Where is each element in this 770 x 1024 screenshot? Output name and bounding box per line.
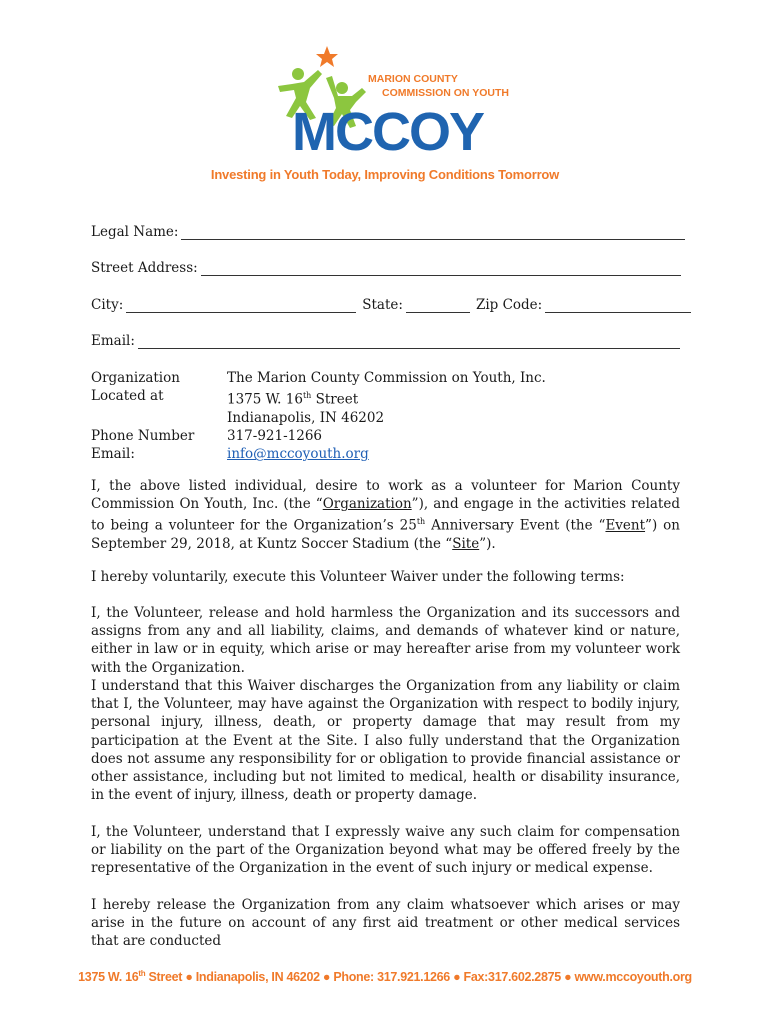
org-city: Indianapolis, IN 46202 [227,409,385,426]
state-label: State: [362,297,403,313]
located-label: Located at [91,388,164,405]
organization-term: Organization [322,496,412,513]
org-street: 1375 W. 16th Street [227,391,359,408]
paragraph-compensation: I, the Volunteer, understand that I expressly waive any such claim for compensation or liability on the part of the Organization beyond what may be offered freely by the representative of the Organization in the event of such injury or medical expense. [91,824,680,877]
paragraph-waiver: I understand that this Waiver discharges the Organization from any liability or claim that I, the Volunteer, may have against the Organization with respect to bodily injury, personal injury, illness, death, or property damage that may result from my participation at the Event at the Site. I also fully understand that the Organization does not assume any responsibility for or obligation to provide financial assistance or other assistance, including but not limited to medical, health or disability insurance, in the event of injury, illness, death or property damage. [91,678,680,804]
paragraph-terms: I hereby voluntarily, execute this Volunteer Waiver under the following terms: [91,569,625,585]
street-address-field[interactable] [201,262,681,276]
wordmark: MCCOY [292,102,483,160]
email-row [91,333,680,349]
footer-address: 1375 W. 16th Street ● Indianapolis, IN 46202 ● Phone: 317.921.1266 ● Fax:317.602.2875 ● www.mccoyouth.org [78,969,692,985]
org-line-2: COMMISSION ON YOUTH [382,87,509,99]
city-label: City: [91,297,124,313]
zip-label: Zip Code: [475,297,543,313]
street-address-row [91,260,681,276]
paragraph-release: I, the Volunteer, release and hold harmless the Organization and its successors and assigns from any and all liability, claims, and demands of whatever kind or nature, either in law or in equity, which arise or may hereafter arise from my volunteer work with the Organization. [91,605,680,676]
phone-label: Phone Number [91,428,195,445]
org-line-1: MARION COUNTY [368,73,458,85]
organization-contact [91,369,546,464]
contact-email-label: Email: [91,446,135,463]
city-state-zip-row [91,297,691,313]
mccoy-logo [270,40,510,160]
city-field[interactable] [126,299,356,313]
site-term: Site [452,536,480,553]
star-icon [316,46,338,67]
state-field[interactable] [406,299,470,313]
legal-name-row [91,224,685,240]
email-label: Email: [91,333,135,349]
tagline: Investing in Youth Today, Improving Conditions Tomorrow [210,167,560,182]
org-name: The Marion County Commission on Youth, Inc. [227,370,546,386]
org-email-link[interactable]: info@mccoyouth.org [227,446,369,463]
street-address-label: Street Address: [91,260,198,276]
email-field[interactable] [138,335,680,349]
org-phone: 317-921-1266 [227,428,323,445]
org-label: Organization [91,370,180,386]
paragraph-intro: I, the above listed individual, desire to work as a volunteer for Marion County Commission On Youth, Inc. (the “Organization”), and engage in the activities related to being a volunteer for the Organization’s 25th Anniversary Event (the “Event”) on September 29, 2018, at Kuntz Soccer Stadium (the “Site”). [91,478,680,553]
legal-name-label: Legal Name: [91,224,179,240]
zip-field[interactable] [545,299,691,313]
legal-name-field[interactable] [181,226,685,240]
paragraph-medical: I hereby release the Organization from any claim whatsoever which arises or may arise in the future on account of any first aid treatment or other medical services that are conducted [91,897,680,950]
event-term: Event [605,517,646,534]
